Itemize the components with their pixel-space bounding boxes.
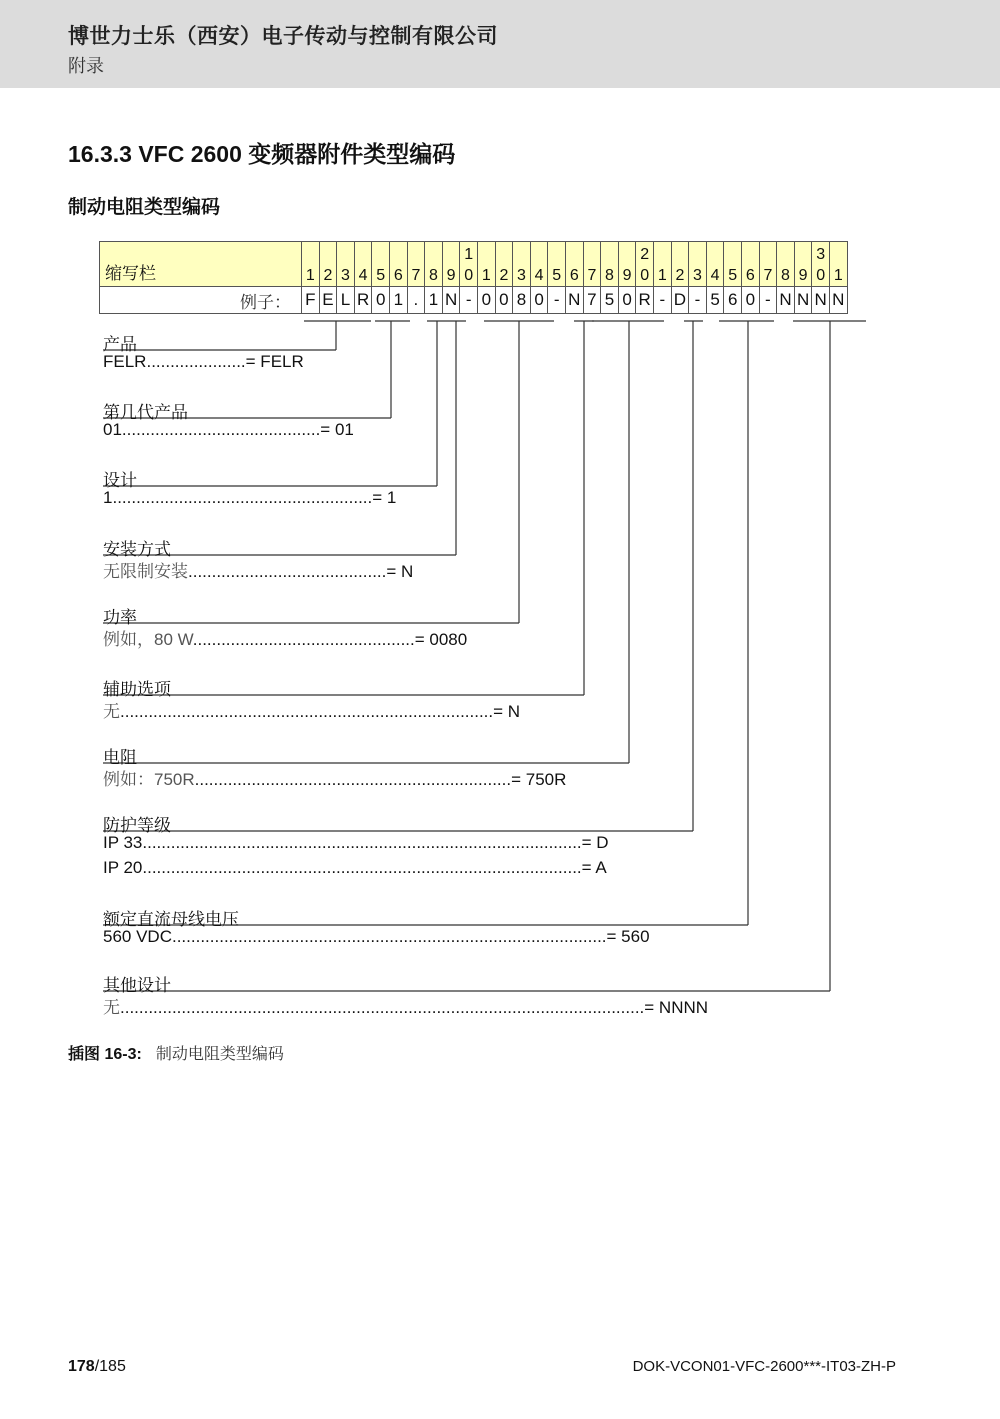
abbreviation-label: 缩写栏: [99, 241, 302, 287]
position-ones: 0: [464, 267, 474, 284]
figure-label: 插图 16-3:: [68, 1046, 142, 1063]
position-ones: 1: [657, 267, 667, 284]
position-ones: 5: [728, 267, 738, 284]
position-ones: 0: [816, 267, 826, 284]
example-char: 0: [372, 287, 390, 314]
position-ones: 9: [798, 267, 808, 284]
position-ones: 2: [675, 267, 685, 284]
position-ones: 6: [745, 267, 755, 284]
option-leader-dots: ...............................................................................: [120, 702, 494, 721]
example-char: N: [777, 287, 795, 314]
option-value: = NNNN: [644, 998, 709, 1017]
option-text: IP 33: [103, 833, 143, 852]
option-text: IP 20: [103, 858, 143, 877]
example-char: R: [355, 287, 373, 314]
position-ones: 8: [429, 267, 438, 284]
option-leader-dots: .............................................................................................: [142, 833, 582, 852]
field-option: [103, 927, 650, 947]
position-ones: 9: [622, 267, 632, 284]
position-ones: 7: [587, 267, 597, 284]
position-ones: 3: [341, 267, 350, 284]
option-text: 例如：750R: [103, 770, 195, 789]
position-ones: 4: [534, 267, 544, 284]
position-ones: 4: [710, 267, 720, 284]
example-char: 0: [619, 287, 637, 314]
position-tens: 3: [816, 246, 826, 263]
position-ones: 1: [481, 267, 491, 284]
option-leader-dots: ............................................................................................: [171, 927, 607, 946]
field-option: [103, 993, 708, 1018]
option-text: 无: [103, 702, 120, 721]
example-char: -: [460, 287, 478, 314]
field-title: 防护等级: [103, 816, 171, 835]
example-char: F: [302, 287, 320, 314]
example-char: D: [672, 287, 690, 314]
option-value: = N: [493, 702, 521, 721]
field-title: 第几代产品: [103, 403, 188, 422]
example-char: -: [689, 287, 707, 314]
example-char: N: [443, 287, 461, 314]
example-char: L: [337, 287, 355, 314]
example-char: E: [320, 287, 338, 314]
field-title: 额定直流母线电压: [103, 910, 239, 929]
example-char: 8: [513, 287, 531, 314]
position-tens: 1: [464, 246, 474, 263]
example-char: 1: [390, 287, 408, 314]
option-leader-dots: .............................................................................................: [142, 858, 582, 877]
field-option: [103, 420, 354, 440]
position-ones: 5: [376, 267, 386, 284]
option-leader-dots: ...............................................: [192, 630, 415, 649]
field-title: 其他设计: [103, 976, 171, 995]
option-text: 例如，80 W: [103, 630, 193, 649]
field-title: 设计: [103, 471, 137, 490]
position-ones: 7: [411, 267, 421, 284]
option-value: = D: [581, 833, 609, 852]
option-text: FELR: [103, 352, 147, 371]
field-title: 功率: [103, 608, 137, 627]
example-char: 5: [601, 287, 619, 314]
document-id: DOK-VCON01-VFC-2600***-IT03-ZH-P: [632, 1358, 896, 1375]
option-text: 560 VDC: [103, 927, 172, 946]
option-value: = 560: [606, 927, 650, 946]
example-char: 0: [531, 287, 549, 314]
option-text: 01: [103, 420, 122, 439]
example-char: N: [830, 287, 848, 314]
figure-title: 制动电阻类型编码: [155, 1046, 284, 1063]
option-leader-dots: .....................: [146, 352, 246, 371]
position-ones: 2: [499, 267, 509, 284]
section-heading: 16.3.3 VFC 2600 变频器附件类型编码: [68, 141, 456, 167]
field-option: [103, 625, 467, 650]
position-ones: 1: [305, 267, 315, 284]
option-value: = 1: [372, 488, 397, 507]
position-ones: 1: [833, 267, 843, 284]
total-pages: /185: [94, 1358, 126, 1375]
position-ones: 0: [640, 267, 650, 284]
position-ones: 2: [323, 267, 333, 284]
position-ones: 9: [446, 267, 456, 284]
position-ones: 3: [693, 267, 702, 284]
example-char: -: [548, 287, 566, 314]
position-ones: 6: [569, 267, 579, 284]
option-value: = FELR: [245, 352, 304, 371]
example-char: 1: [425, 287, 443, 314]
example-char: N: [566, 287, 584, 314]
position-ones: 8: [605, 267, 614, 284]
option-leader-dots: .......................................................: [112, 488, 373, 507]
example-label: 例子：: [99, 287, 302, 314]
option-leader-dots: ..........................................: [121, 420, 321, 439]
position-ones: 6: [393, 267, 403, 284]
example-char: 5: [707, 287, 725, 314]
section-name: 附录: [68, 56, 104, 76]
figure-caption: [68, 1041, 284, 1064]
example-char: -: [760, 287, 778, 314]
example-char: .: [408, 287, 426, 314]
option-text: 无: [103, 998, 120, 1017]
option-text: 无限制安装: [103, 562, 188, 581]
field-title: 产品: [103, 335, 137, 354]
field-option: [103, 352, 304, 372]
example-char: 7: [584, 287, 602, 314]
field-option: [103, 557, 413, 582]
company-name: 博世力士乐（西安）电子传动与控制有限公司: [68, 25, 498, 48]
option-leader-dots: ...................................................................: [194, 770, 512, 789]
example-char: N: [812, 287, 830, 314]
subsection-heading: 制动电阻类型编码: [68, 197, 221, 218]
position-tens: 2: [640, 246, 650, 263]
option-leader-dots: ..........................................: [188, 562, 387, 581]
example-char: N: [795, 287, 813, 314]
option-value: = N: [386, 562, 414, 581]
field-option: [103, 858, 607, 878]
example-char: 0: [478, 287, 496, 314]
field-option: [103, 488, 396, 508]
position-ones: 8: [781, 267, 790, 284]
example-char: -: [654, 287, 672, 314]
field-title: 辅助选项: [103, 680, 171, 699]
example-char: 0: [742, 287, 760, 314]
position-ones: 5: [552, 267, 562, 284]
option-value: = A: [581, 858, 607, 877]
position-ones: 3: [517, 267, 526, 284]
example-char: 6: [724, 287, 742, 314]
field-title: 电阻: [103, 748, 137, 767]
position-ones: 7: [763, 267, 773, 284]
field-option: [103, 765, 566, 790]
field-title: 安装方式: [103, 540, 171, 559]
option-value: = 01: [320, 420, 354, 439]
page-number: [68, 1358, 126, 1376]
field-option: [103, 697, 520, 722]
option-leader-dots: ...............................................................................................................: [120, 998, 645, 1017]
position-ones: 4: [358, 267, 368, 284]
option-value: = 750R: [511, 770, 567, 789]
option-value: = 0080: [414, 630, 468, 649]
example-char: 0: [496, 287, 514, 314]
field-option: [103, 833, 609, 853]
option-text: 1: [103, 488, 113, 507]
example-char: R: [636, 287, 654, 314]
current-page: 178: [68, 1358, 95, 1375]
